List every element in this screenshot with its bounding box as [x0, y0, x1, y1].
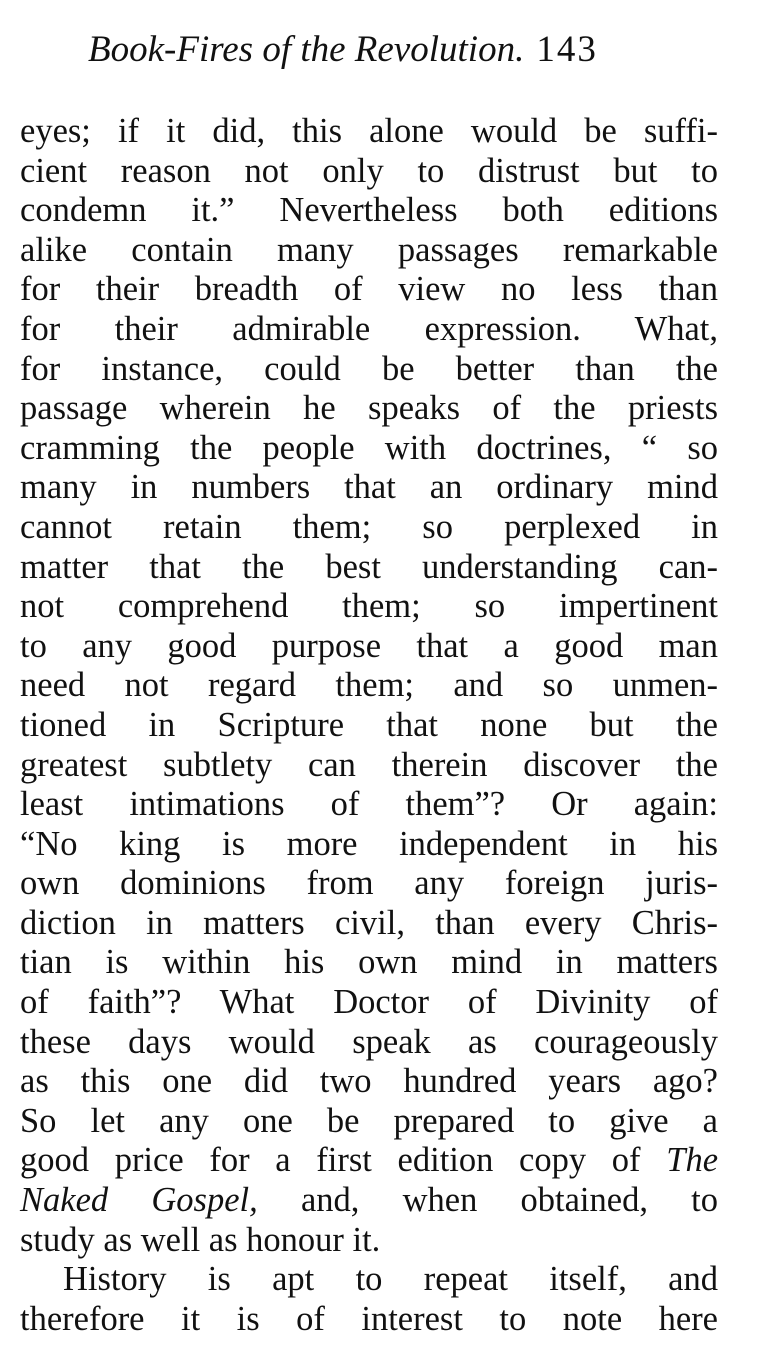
text-line: of faith”? What Doctor of Divinity of: [20, 983, 718, 1022]
book-title-italic: The: [666, 1141, 719, 1180]
text-line: cient reason not only to distrust but to: [20, 151, 718, 190]
text-line: cramming the people with doctrines, “ so: [20, 428, 718, 467]
text-line: for instance, could be better than the: [20, 349, 718, 388]
running-head: [88, 22, 718, 78]
text-line: passage wherein he speaks of the priests: [20, 389, 718, 428]
text-line: “No king is more independent in his: [20, 824, 718, 863]
page-number: 143: [536, 29, 598, 70]
text-line: therefore it is of interest to note here: [20, 1299, 718, 1338]
text-line: So let any one be prepared to give a: [20, 1101, 718, 1140]
text-line: these days would speak as courageously: [20, 1022, 718, 1061]
text-line: many in numbers that an ordinary mind: [20, 468, 718, 507]
text-run: good price for a first edition copy of: [20, 1141, 641, 1180]
text-line: as this one did two hundred years ago?: [20, 1062, 718, 1101]
text-line: condemn it.” Nevertheless both editions: [20, 191, 718, 230]
text-line: [20, 1141, 718, 1181]
text-line: matter that the best understanding can-: [20, 547, 718, 586]
text-line: diction in matters civil, than every Chris-: [20, 903, 718, 942]
text-line: alike contain many passages remarkable: [20, 230, 718, 269]
text-line: not comprehend them; so impertinent: [20, 587, 718, 626]
text-line: for their breadth of view no less than: [20, 270, 718, 309]
text-line: tioned in Scripture that none but the: [20, 705, 718, 744]
paragraph-first-line: History is apt to repeat itself, and: [63, 1260, 718, 1299]
paragraph-last-line: study as well as honour it.: [20, 1220, 381, 1259]
text-line: tian is within his own mind in matters: [20, 943, 718, 982]
text-line: to any good purpose that a good man: [20, 626, 718, 665]
text-line: own dominions from any foreign juris-: [20, 864, 718, 903]
text-run: and, when obtained, to: [300, 1181, 718, 1220]
body-text: [20, 112, 718, 1339]
text-line: [20, 1181, 718, 1221]
text-line: for their admirable expression. What,: [20, 309, 718, 348]
book-title-italic: Naked Gospel,: [20, 1181, 258, 1220]
text-line: cannot retain them; so perplexed in: [20, 507, 718, 546]
text-line: eyes; if it did, this alone would be suffi-: [20, 112, 718, 150]
text-line: greatest subtlety can therein discover the: [20, 745, 718, 784]
text-line: least intimations of them”? Or again:: [20, 785, 718, 824]
text-line: need not regard them; and so unmen-: [20, 666, 718, 705]
running-head-title: Book-Fires of the Revolution.: [88, 29, 525, 70]
